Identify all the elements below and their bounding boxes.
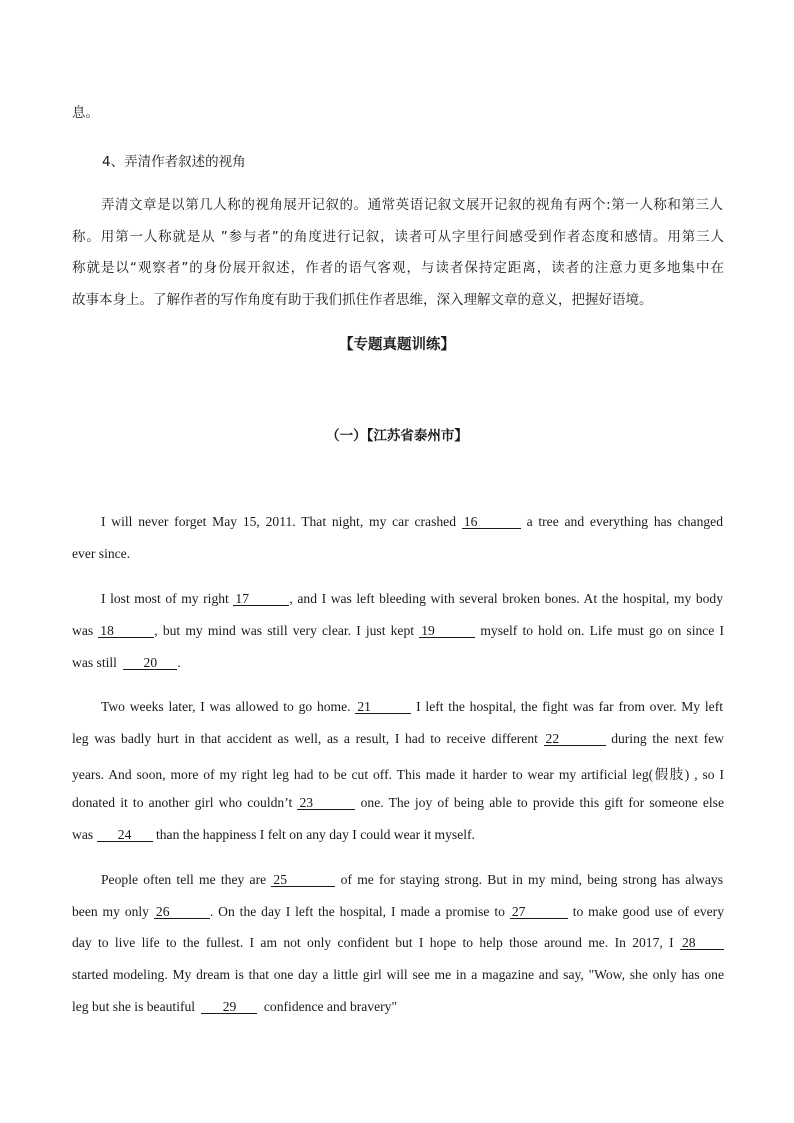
passage-text: than the happiness I felt on any day I could wear it myself. bbox=[155, 827, 475, 842]
passage-text: leg but she is beautiful bbox=[72, 999, 196, 1014]
blank-16[interactable]: 16 bbox=[462, 515, 521, 529]
blank-28[interactable]: 28 bbox=[680, 936, 724, 950]
passage-line-14: started modeling. My dream is that one day a little girl will see me in a magazine and say, "Wow, she only has one bbox=[72, 967, 724, 982]
sub-title: （一）【江苏省泰州市】 bbox=[326, 428, 468, 444]
passage-text: , but my mind was still very clear. I just kept bbox=[154, 623, 415, 638]
passage-text: confidence and bravery" bbox=[263, 999, 398, 1014]
passage-text: a tree and everything has changed bbox=[526, 514, 723, 529]
passage-text: myself to hold on. Life must go on since I bbox=[480, 623, 724, 638]
passage-text: donated it to another girl who couldn’t bbox=[72, 795, 293, 810]
intro-paragraph-line-4: 故事本身上。了解作者的写作角度有助于我们抓住作者思维，深入理解文章的意义，把握好语境。 bbox=[72, 292, 653, 308]
blank-22[interactable]: 22 bbox=[544, 732, 606, 746]
passage-text: . bbox=[177, 655, 181, 670]
passage-text: . On the day I left the hospital, I made a promise to bbox=[209, 904, 505, 919]
passage-line-10 bbox=[72, 827, 724, 843]
passage-text: been my only bbox=[72, 904, 149, 919]
passage-text: People often tell me they are bbox=[101, 872, 267, 887]
blank-25[interactable]: 25 bbox=[271, 873, 335, 887]
blank-21[interactable]: 21 bbox=[355, 700, 411, 714]
blank-24[interactable]: 24 bbox=[97, 828, 153, 842]
section-title: 【专题真题训练】 bbox=[339, 337, 455, 353]
passage-text: I will never forget May 15, 2011. That night, my car crashed bbox=[101, 514, 457, 529]
passage-line-5 bbox=[72, 655, 724, 671]
passage-line-6 bbox=[101, 699, 723, 715]
passage-line-9 bbox=[72, 795, 724, 811]
blank-23[interactable]: 23 bbox=[297, 796, 355, 810]
blank-19[interactable]: 19 bbox=[419, 624, 475, 638]
passage-line-4 bbox=[72, 623, 724, 639]
blank-20[interactable]: 20 bbox=[123, 656, 177, 670]
intro-line-0: 息。 bbox=[72, 105, 99, 121]
passage-text: was bbox=[72, 623, 94, 638]
blank-27[interactable]: 27 bbox=[510, 905, 568, 919]
blank-18[interactable]: 18 bbox=[98, 624, 154, 638]
passage-text: of me for staying strong. But in my mind, being strong has always bbox=[340, 872, 723, 887]
intro-paragraph-line-2: 称。用第一人称就是从 ”参与者”的角度进行记叙，读者可从字里行间感受到作者态度和感情。用第三人 bbox=[72, 229, 724, 245]
passage-line-2: ever since. bbox=[72, 546, 131, 561]
passage-text: was still bbox=[72, 655, 117, 670]
passage-line-12 bbox=[72, 904, 724, 920]
passage-line-13 bbox=[72, 935, 724, 951]
blank-29[interactable]: 29 bbox=[201, 1000, 257, 1014]
passage-line-15 bbox=[72, 999, 724, 1015]
passage-text: during the next few bbox=[611, 731, 724, 746]
passage-text: , and I was left bleeding with several broken bones. At the hospital, my body bbox=[289, 591, 724, 606]
passage-line-1 bbox=[101, 514, 723, 530]
passage-text: I lost most of my right bbox=[101, 591, 229, 606]
passage-text: Two weeks later, I was allowed to go home. bbox=[101, 699, 351, 714]
passage-text: to make good use of every bbox=[572, 904, 725, 919]
intro-paragraph-line-3: 称就是以“观察者”的身份展开叙述，作者的语气客观，与读者保持定距离，读者的注意力更多地集中在 bbox=[72, 260, 724, 276]
passage-text: leg was badly hurt in that accident as well, as a result, I had to receive different bbox=[72, 731, 538, 746]
passage-line-8: years. And soon, more of my right leg had to be cut off. This made it harder to wear my artificial leg(假肢) , so I bbox=[72, 767, 724, 782]
passage-line-7 bbox=[72, 731, 724, 747]
intro-paragraph-line-1: 弄清文章是以第几人称的视角展开记叙的。通常英语记叙文展开记叙的视角有两个:第一人称和第三人 bbox=[101, 197, 723, 213]
passage-text: was bbox=[72, 827, 94, 842]
passage-line-11 bbox=[101, 872, 723, 888]
passage-text: I left the hospital, the fight was far from over. My left bbox=[416, 699, 724, 714]
blank-26[interactable]: 26 bbox=[154, 905, 210, 919]
passage-line-3 bbox=[101, 591, 723, 607]
intro-heading-4: 4、弄清作者叙述的视角 bbox=[102, 154, 246, 170]
passage-text: day to live life to the fullest. I am not only confident but I hope to help those around me. In 2017, I bbox=[72, 935, 674, 950]
blank-17[interactable]: 17 bbox=[233, 592, 289, 606]
passage-text: one. The joy of being able to provide this gift for someone else bbox=[360, 795, 725, 810]
